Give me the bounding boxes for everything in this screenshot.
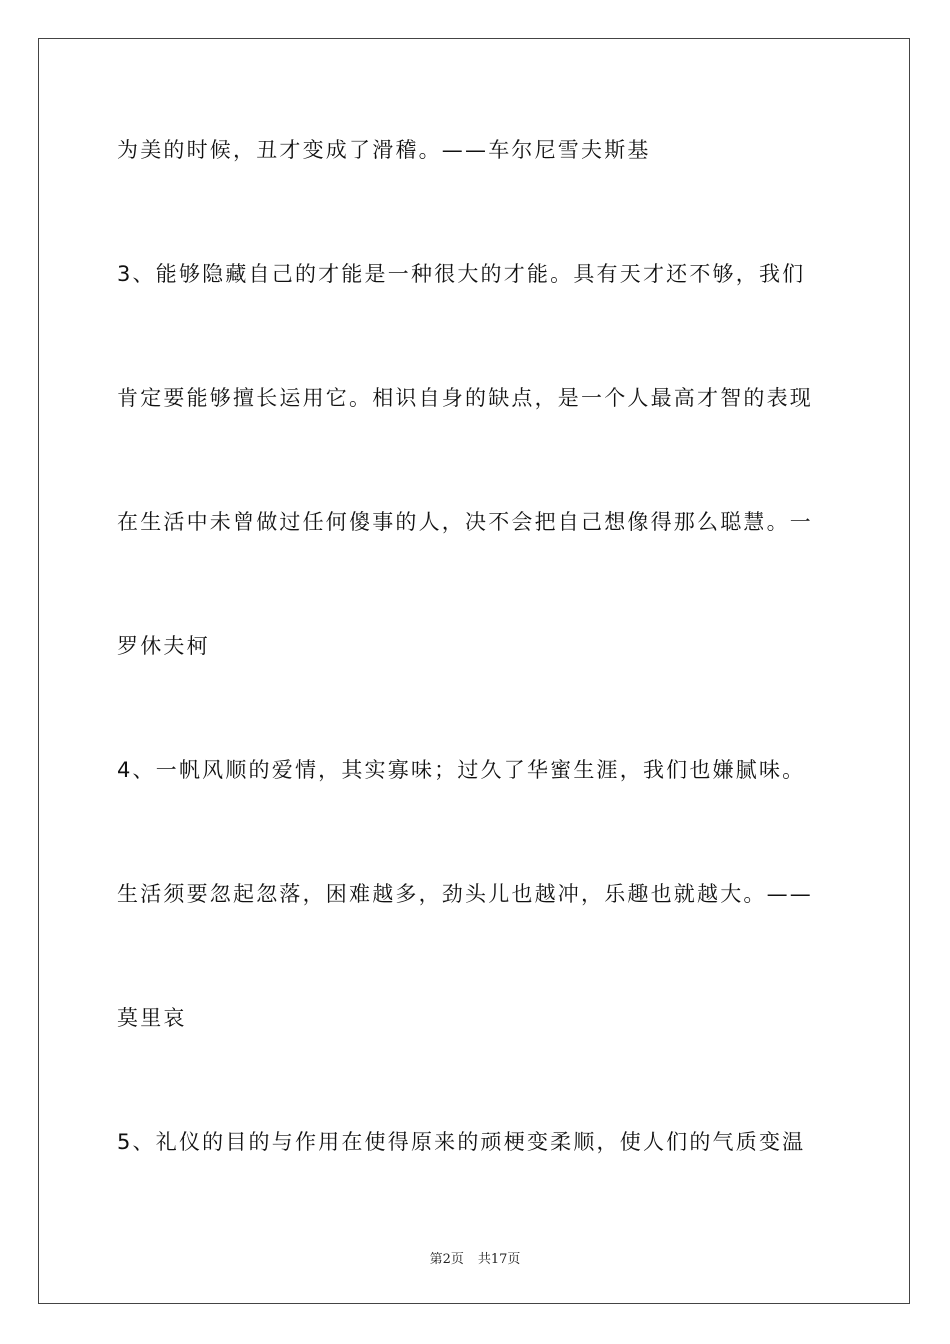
text-line: 5、礼仪的目的与作用在使得原来的顽梗变柔顺，使人们的气质变温 bbox=[117, 1130, 806, 1154]
text-line: 4、一帆风顺的爱情，其实寡味；过久了华蜜生涯，我们也嫌腻味。 bbox=[117, 758, 806, 782]
page-number: 第2页 bbox=[429, 1252, 464, 1267]
text-line: 3、能够隐藏自己的才能是一种很大的才能。具有天才还不够，我们 bbox=[117, 262, 806, 286]
page-footer bbox=[0, 1248, 950, 1267]
text-line: 在生活中未曾做过任何傻事的人，决不会把自己想像得那么聪慧。一 bbox=[117, 510, 813, 534]
total-pages: 共17页 bbox=[477, 1252, 521, 1267]
page-border bbox=[38, 38, 910, 1304]
text-line: 为美的时候，丑才变成了滑稽。——车尔尼雪夫斯基 bbox=[117, 138, 651, 162]
text-line: 肯定要能够擅长运用它。相识自身的缺点，是一个人最高才智的表现 bbox=[117, 386, 813, 410]
text-line: 莫里哀 bbox=[117, 1006, 187, 1030]
text-line: 罗休夫柯 bbox=[117, 634, 210, 658]
text-line: 生活须要忽起忽落，困难越多，劲头儿也越冲，乐趣也就越大。—— bbox=[117, 882, 813, 906]
